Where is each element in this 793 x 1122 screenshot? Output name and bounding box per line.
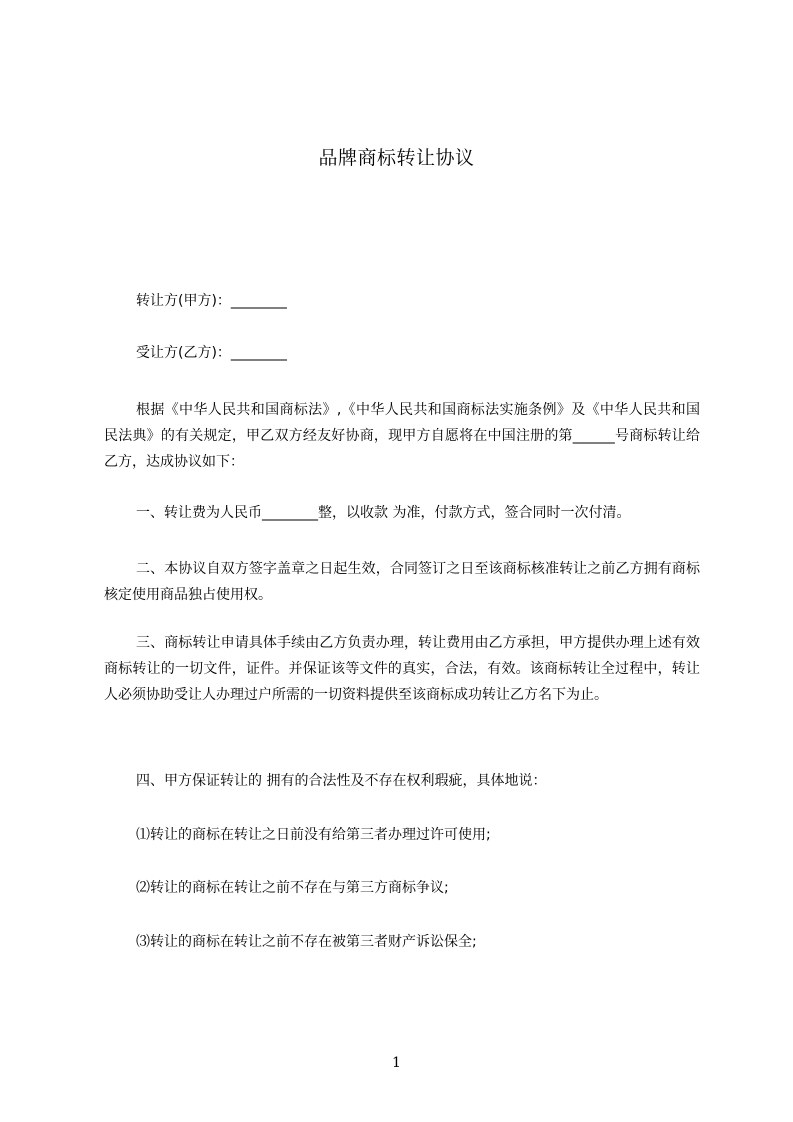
clause-2-paragraph: 二、本协议自双方签字盖章之日起生效，合同签订之日至该商标核准转让之前乙方拥有商标核定使用商品独占使用权。 (104, 561, 700, 603)
clause-3-paragraph: 三、商标转让申请具体手续由乙方负责办理，转让费用由乙方承担，甲方提供办理上述有效商标转让的一切文件，证件。并保证该等文件的真实，合法，有效。该商标转让全过程中，转让人必须协助受让人办理过户所需的一切资料提供至该商标成功转让乙方名下为止。 (104, 635, 700, 703)
preamble-paragraph: 根据《中华人民共和国商标法》,《中华人民共和国商标法实施条例》及《中华人民共和国民法典》的有关规定，甲乙双方经友好协商，现甲方自愿将在中国注册的第______号商标转让给乙方，达成协议如下： (104, 402, 700, 470)
party-a-line: 转让方(甲方)：________ (136, 293, 287, 309)
list-item: ⑵转让的商标在转让之前不存在与第三方商标争议; (136, 880, 449, 896)
party-b-line: 受让方(乙方)：________ (136, 345, 287, 361)
list-item: ⑶转让的商标在转让之前不存在被第三者财产诉讼保全; (136, 934, 477, 950)
document-title: 品牌商标转让协议 (318, 147, 475, 169)
clause-4-paragraph: 四、甲方保证转让的 拥有的合法性及不存在权利瑕疵，具体地说： (136, 773, 547, 789)
page-number: 1 (392, 1055, 401, 1071)
list-item: ⑴转让的商标在转让之日前没有给第三者办理过许可使用; (136, 827, 491, 843)
clause-1-paragraph: 一、转让费为人民币________整，以收款 为准，付款方式，签合同时一次付清。 (136, 505, 631, 521)
